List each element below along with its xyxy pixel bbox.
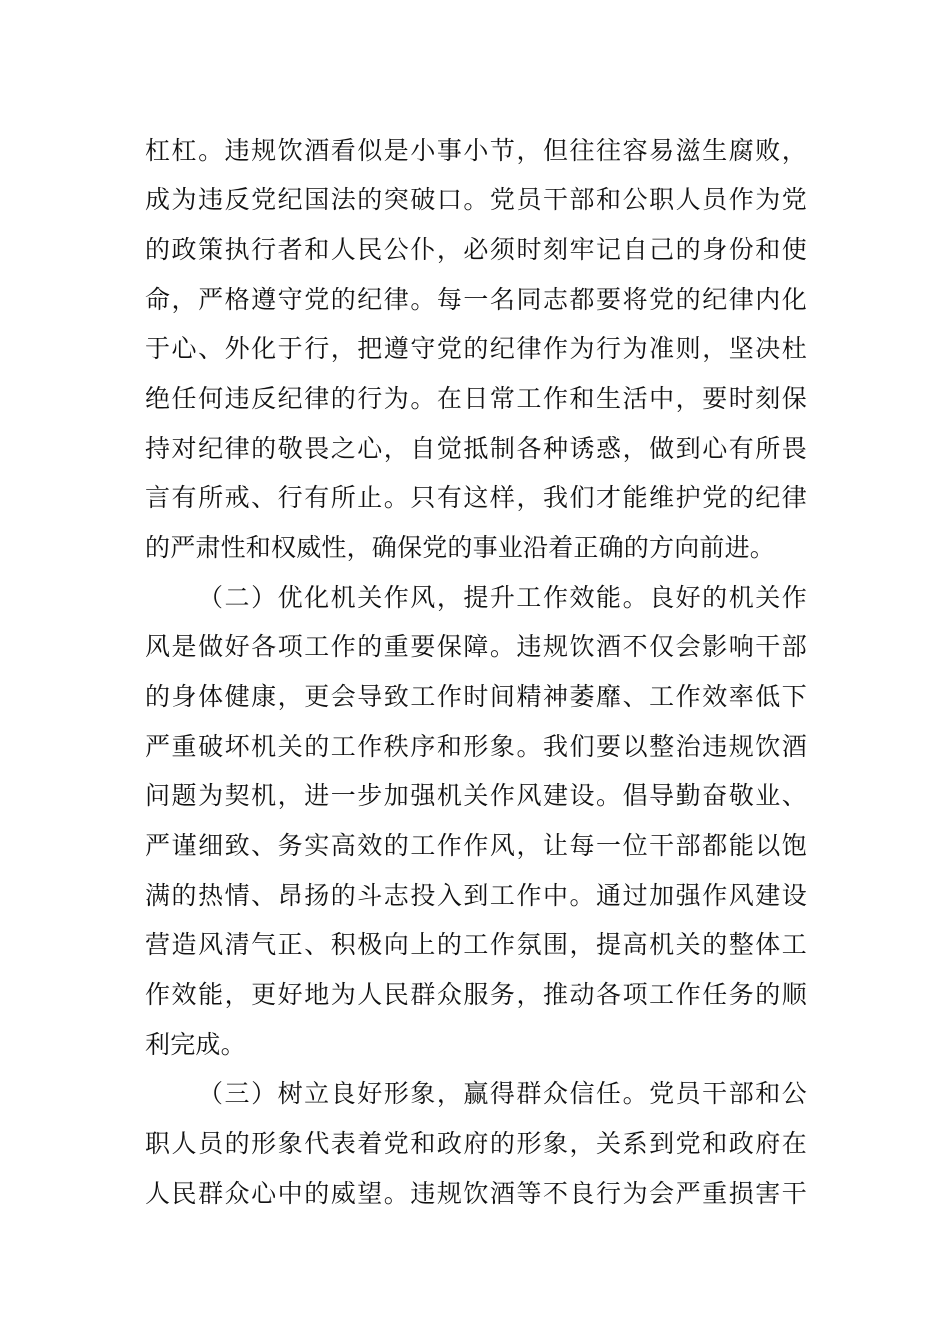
text-line-17: 营造风清气正、积极向上的工作氛围，提高机关的整体工 [145, 930, 807, 959]
text-line-13: 严重破坏机关的工作秩序和形象。我们要以整治违规饮酒 [145, 732, 807, 761]
section-heading-2: （二）优化机关作风，提升工作效能。良好的机关作 [198, 583, 807, 612]
text-line-15: 严谨细致、务实高效的工作作风，让每一位干部都能以饱 [145, 831, 807, 860]
text-line-4: 命，严格遵守党的纪律。每一名同志都要将党的纪律内化 [145, 285, 807, 314]
text-line-5: 于心、外化于行，把遵守党的纪律作为行为准则，坚决杜 [145, 334, 807, 363]
text-line-16: 满的热情、昂扬的斗志投入到工作中。通过加强作风建设 [145, 881, 807, 910]
section-heading-3: （三）树立良好形象，赢得群众信任。党员干部和公 [198, 1079, 807, 1108]
text-line-19: 利完成。 [145, 1030, 246, 1059]
text-line-6: 绝任何违反纪律的行为。在日常工作和生活中，要时刻保 [145, 384, 807, 413]
text-line-7: 持对纪律的敬畏之心，自觉抵制各种诱惑，做到心有所畏 [145, 434, 807, 463]
text-line-9: 的严肃性和权威性，确保党的事业沿着正确的方向前进。 [145, 533, 776, 562]
text-line-2: 成为违反党纪国法的突破口。党员干部和公职人员作为党 [145, 185, 807, 214]
text-line-18: 作效能，更好地为人民群众服务，推动各项工作任务的顺 [145, 980, 807, 1009]
text-line-21: 职人员的形象代表着党和政府的形象，关系到党和政府在 [145, 1129, 807, 1158]
text-line-3: 的政策执行者和人民公仆，必须时刻牢记自己的身份和使 [145, 235, 807, 264]
text-line-14: 问题为契机，进一步加强机关作风建设。倡导勤奋敬业、 [145, 781, 807, 810]
text-line-12: 的身体健康，更会导致工作时间精神萎靡、工作效率低下 [145, 682, 807, 711]
text-line-1: 杠杠。违规饮酒看似是小事小节，但往往容易滋生腐败， [145, 136, 807, 165]
text-line-22: 人民群众心中的威望。违规饮酒等不良行为会严重损害干 [145, 1179, 807, 1208]
text-line-8: 言有所戒、行有所止。只有这样，我们才能维护党的纪律 [145, 483, 807, 512]
text-line-11: 风是做好各项工作的重要保障。违规饮酒不仅会影响干部 [145, 632, 807, 661]
